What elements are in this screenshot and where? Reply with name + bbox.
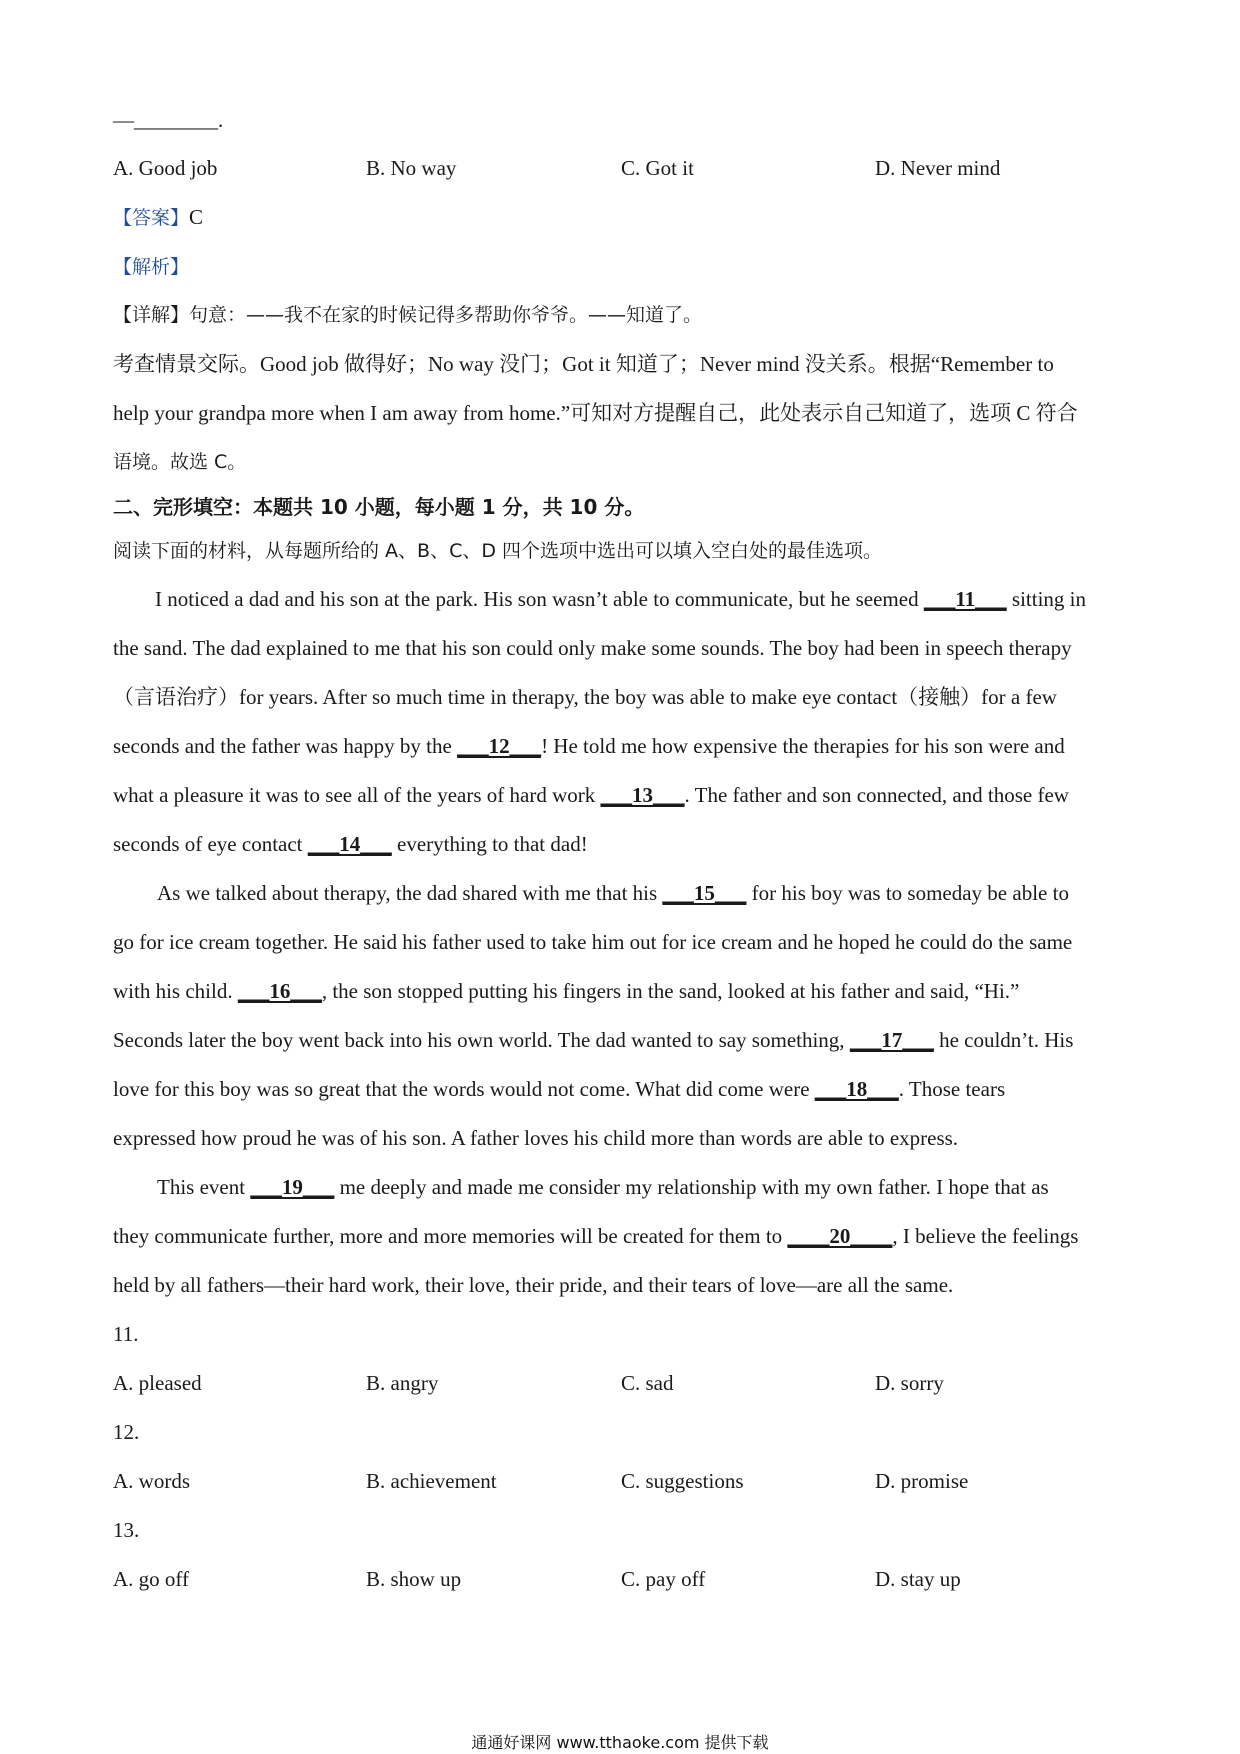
q13-option-c: C. pay off	[621, 1567, 706, 1591]
passage-line-15: held by all fathers—their hard work, their love, their pride, and their tears of love—are all the same.	[113, 1273, 954, 1297]
q12-option-b: B. achievement	[366, 1469, 497, 1493]
q12-option-d: D. promise	[875, 1469, 969, 1493]
passage-text: This event	[157, 1175, 251, 1199]
section-heading: 二、完形填空：本题共 10 小题，每小题 1 分，共 10 分。	[113, 495, 645, 519]
blank-18: ___18___	[814, 1077, 899, 1101]
question-number-13: 13.	[113, 1518, 140, 1542]
passage-text: I noticed a dad and his son at the park. His son wasn’t able to communicate, but he seemed	[155, 587, 924, 611]
passage-line-10	[113, 1026, 1073, 1054]
passage-line-8: go for ice cream together. He said his father used to take him out for ice cream and he hoped he could do the same	[113, 930, 1073, 954]
q13-option-d: D. stay up	[875, 1567, 961, 1591]
q11-option-b: B. angry	[366, 1371, 439, 1395]
question-stem-tail: —________.	[113, 108, 224, 132]
blank-14: ___14___	[307, 832, 392, 856]
q11-option-d: D. sorry	[875, 1371, 944, 1395]
passage-line-1	[155, 585, 1086, 613]
option-d: D. Never mind	[875, 156, 1001, 180]
passage-line-6	[113, 830, 588, 858]
q13-option-a: A. go off	[113, 1567, 190, 1591]
page-footer: 通通好课网 www.tthaoke.com 提供下载	[471, 1733, 769, 1752]
passage-text: . The father and son connected, and those few	[684, 783, 1069, 807]
answer-line	[113, 203, 203, 232]
passage-text: love for this boy was so great that the words would not come. What did come were	[113, 1077, 815, 1101]
blank-17: ___17___	[849, 1028, 934, 1052]
passage-text: they communicate further, more and more memories will be created for them to	[113, 1224, 788, 1248]
passage-text: As we talked about therapy, the dad shared with me that his	[157, 881, 663, 905]
passage-line-4	[113, 732, 1065, 760]
passage-line-11	[113, 1075, 1005, 1103]
passage-text: seconds of eye contact	[113, 832, 308, 856]
q11-option-c: C. sad	[621, 1371, 674, 1395]
detail-line-2: 考查情景交际。Good job 做得好；No way 没门；Got it 知道了；Never mind 没关系。根据“Remember to	[113, 352, 1054, 376]
passage-line-3: （言语治疗）for years. After so much time in therapy, the boy was able to make eye contact（接触）for a few	[113, 685, 1057, 709]
q13-option-b: B. show up	[366, 1567, 462, 1591]
passage-text: sitting in	[1006, 587, 1087, 611]
passage-text: Seconds later the boy went back into his own world. The dad wanted to say something,	[113, 1028, 850, 1052]
option-b: B. No way	[366, 156, 457, 180]
passage-line-9	[113, 977, 1019, 1005]
q12-option-c: C. suggestions	[621, 1469, 744, 1493]
detail-line-4: 语境。故选 C。	[113, 451, 247, 473]
section-instruction: 阅读下面的材料，从每题所给的 A、B、C、D 四个选项中选出可以填入空白处的最佳选项。	[113, 540, 883, 562]
question-number-12: 12.	[113, 1420, 140, 1444]
blank-15: ___15___	[662, 881, 747, 905]
passage-text: what a pleasure it was to see all of the years of hard work	[113, 783, 601, 807]
blank-11: ___11___	[923, 587, 1007, 611]
answer-value: C	[189, 205, 204, 229]
passage-line-12: expressed how proud he was of his son. A father loves his child more than words are able to express.	[113, 1126, 959, 1150]
passage-text: everything to that dad!	[391, 832, 588, 856]
blank-20: ____20____	[787, 1224, 893, 1248]
passage-text: , the son stopped putting his fingers in the sand, looked at his father and said, “Hi.”	[321, 979, 1020, 1003]
option-a: A. Good job	[113, 156, 218, 180]
passage-line-5	[113, 781, 1069, 809]
passage-text: . Those tears	[898, 1077, 1006, 1101]
passage-line-7	[157, 879, 1069, 907]
blank-19: ___19___	[250, 1175, 335, 1199]
passage-text: for his boy was to someday be able to	[746, 881, 1069, 905]
passage-text: seconds and the father was happy by the	[113, 734, 458, 758]
option-c: C. Got it	[621, 156, 694, 180]
passage-text: me deeply and made me consider my relationship with my own father. I hope that as	[334, 1175, 1049, 1199]
passage-line-2: the sand. The dad explained to me that his son could only make some sounds. The boy had been in speech therapy	[113, 636, 1072, 660]
question-number-11: 11.	[113, 1322, 139, 1346]
passage-line-13	[157, 1173, 1049, 1201]
passage-text: , I believe the feelings	[892, 1224, 1079, 1248]
blank-16: ___16___	[237, 979, 322, 1003]
analysis-label: 【解析】	[113, 256, 190, 278]
passage-text: he couldn’t. His	[933, 1028, 1074, 1052]
blank-13: ___13___	[600, 783, 685, 807]
detail-line-1	[113, 301, 702, 329]
answer-label: 【答案】	[113, 207, 190, 229]
q12-option-a: A. words	[113, 1469, 190, 1493]
passage-text: ! He told me how expensive the therapies for his son were and	[541, 734, 1065, 758]
passage-line-14	[113, 1222, 1078, 1250]
passage-text: with his child.	[113, 979, 238, 1003]
detail-label: 【详解】	[113, 304, 190, 326]
analysis-line	[113, 252, 189, 281]
detail-line-3: help your grandpa more when I am away from home.”可知对方提醒自己，此处表示自己知道了，选项 C 符合	[113, 401, 1078, 425]
blank-12: ___12___	[457, 734, 542, 758]
q11-option-a: A. pleased	[113, 1371, 202, 1395]
detail-text-1: 句意：——我不在家的时候记得多帮助你爷爷。——知道了。	[189, 304, 703, 326]
